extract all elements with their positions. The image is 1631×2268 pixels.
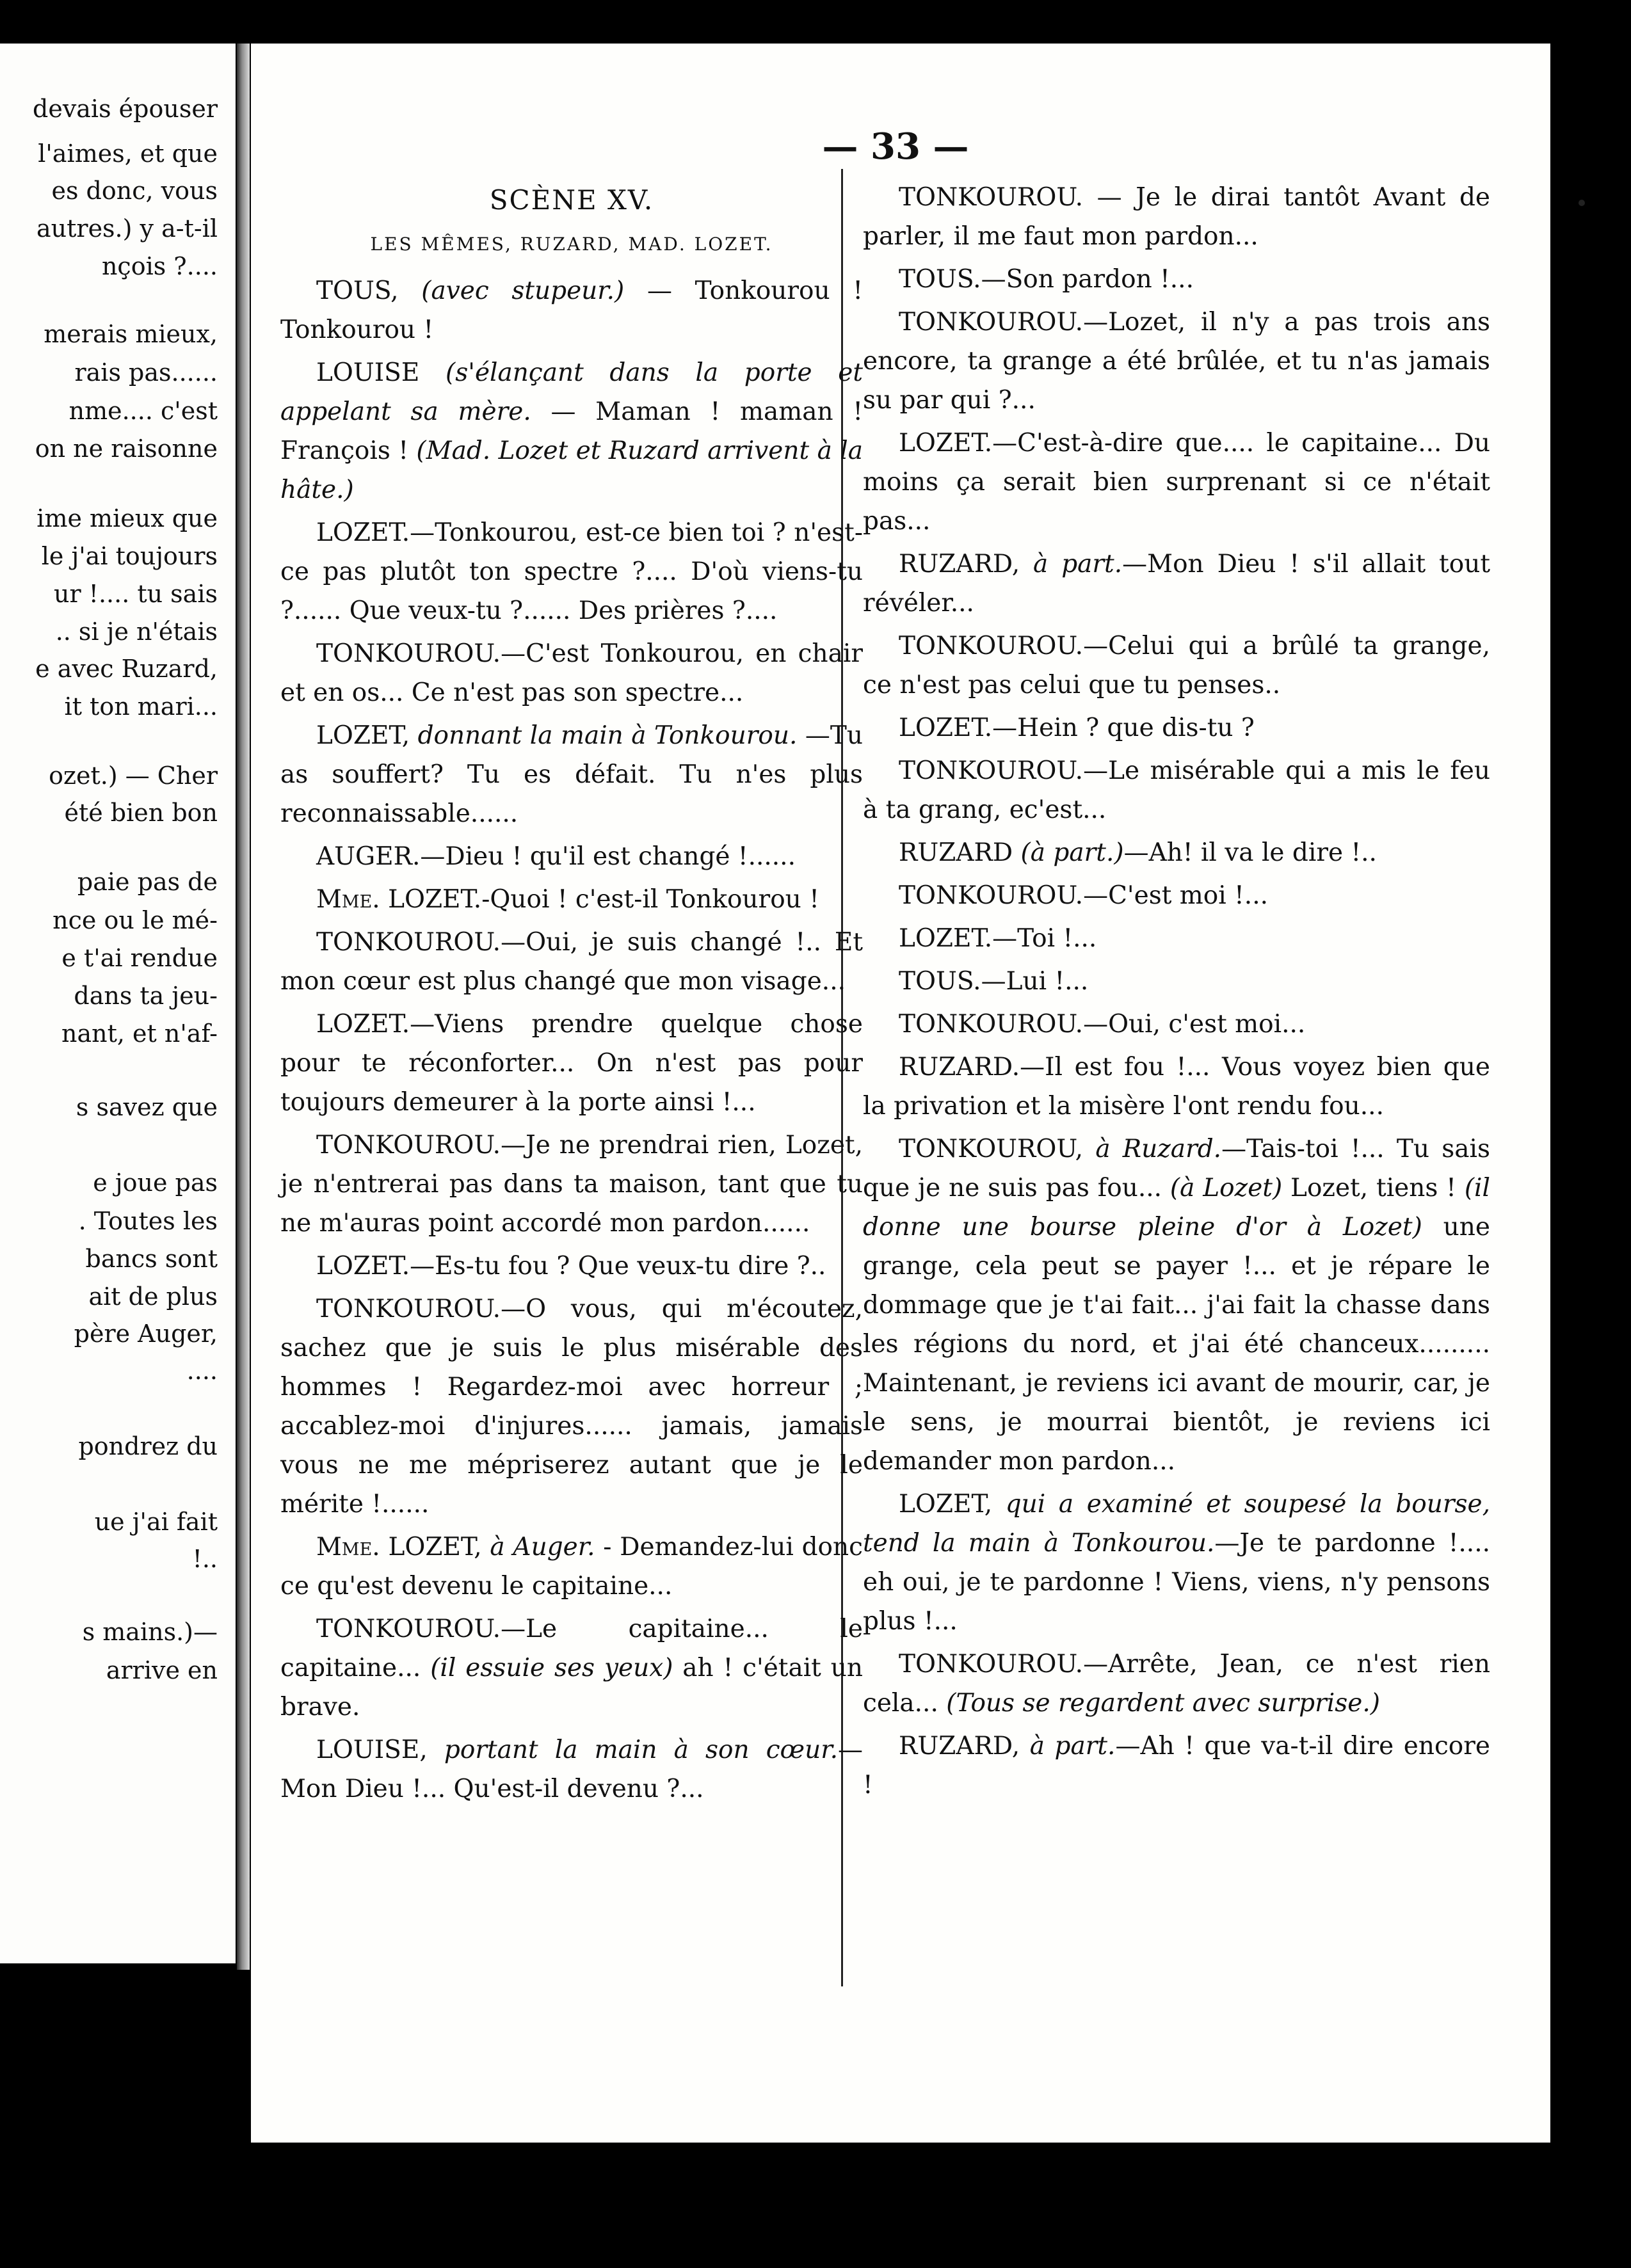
dialogue-paragraph xyxy=(280,634,863,712)
speaker-name: LOZET. xyxy=(899,714,993,742)
dialogue-text: —C'est moi !... xyxy=(1083,881,1268,910)
dialogue-text: —Dieu ! qu'il est changé !...... xyxy=(420,842,796,871)
left-page-line: bancs sont xyxy=(85,1245,218,1273)
stage-direction: (Tous se regardent avec surprise.) xyxy=(946,1689,1380,1718)
dialogue-paragraph xyxy=(280,1005,863,1122)
dialogue-paragraph xyxy=(863,1048,1490,1126)
dialogue-paragraph xyxy=(863,919,1490,958)
dialogue-text: —Il est fou !... Vous voyez bien que la privation et la misère l'ont rendu fou... xyxy=(863,1053,1490,1121)
left-page-line: e t'ai rendue xyxy=(61,944,218,972)
stage-direction: qui a examiné et soupesé la bourse, tend la main à Tonkourou. xyxy=(863,1490,1490,1558)
dialogue-paragraph xyxy=(863,1005,1490,1044)
dialogue-paragraph xyxy=(280,513,863,630)
dialogue-paragraph xyxy=(863,627,1490,705)
right-column xyxy=(863,178,1490,1809)
speaker-name: TONKOUROU. xyxy=(899,632,1084,660)
speaker-name: TOUS. xyxy=(899,265,981,294)
speaker-name: TOUS. xyxy=(899,967,981,996)
left-page-line: !.. xyxy=(192,1545,218,1573)
page-number: — 33 — xyxy=(822,125,969,168)
stage-direction: (il essuie ses yeux) xyxy=(430,1654,673,1682)
stage-direction: (à Lozet) xyxy=(1169,1174,1283,1202)
left-page-line: pondrez du xyxy=(78,1432,218,1460)
dialogue-paragraph xyxy=(280,1247,863,1286)
dialogue-text: une grange, cela peut se payer !... et je répare le dommage que je t'ai fait... j'ai fait la chasse dans les régions du nord, et j'ai été chanceux......... Maintenant, je reviens ici avant de mourir, car, je le sens, je mourrai bientôt, je reviens ici demander mon pardon... xyxy=(863,1213,1490,1476)
dialogue-text: — Maman ! maman ! François ! xyxy=(280,397,863,465)
speaker-name: Mme. LOZET. xyxy=(316,885,482,914)
margin-speck xyxy=(1579,200,1585,206)
speaker-name: AUGER. xyxy=(316,842,421,871)
dialogue-text: ah ! c'était un brave. xyxy=(280,1654,863,1721)
dialogue-text: —Lui !... xyxy=(981,967,1089,996)
speaker-name: Mme. LOZET, xyxy=(316,1533,482,1561)
left-page-line: père Auger, xyxy=(74,1320,218,1348)
speaker-name: TONKOUROU. xyxy=(899,1650,1084,1679)
speaker-name: LOZET. xyxy=(316,1252,410,1281)
dialogue-text: - Demandez-lui donc ce qu'est devenu le capitaine... xyxy=(280,1533,863,1601)
left-page-line: ur !.... tu sais xyxy=(53,580,218,608)
speaker-name: LOZET, xyxy=(899,1490,993,1519)
left-column xyxy=(280,178,863,1812)
left-page-line: . Toutes les xyxy=(78,1207,218,1235)
speaker-name: RUZARD. xyxy=(899,1053,1020,1082)
dialogue-paragraph xyxy=(280,1126,863,1243)
dialogue-text: -Quoi ! c'est-il Tonkourou ! xyxy=(481,885,819,914)
left-page-line: paie pas de xyxy=(77,868,218,896)
dialogue-paragraph xyxy=(280,1609,863,1727)
left-dialogue xyxy=(280,271,863,1809)
dialogue-text: —Je te pardonne !.... eh oui, je te pardonne ! Viens, viens, n'y pensons plus !... xyxy=(863,1529,1490,1636)
stage-direction: (avec stupeur.) xyxy=(421,276,625,305)
dialogue-text: —Arrête, Jean, ce n'est rien cela... xyxy=(863,1650,1490,1718)
speaker-name: LOUISE, xyxy=(316,1736,428,1764)
left-page-line: ue j'ai fait xyxy=(94,1508,218,1536)
left-page-fragment xyxy=(0,44,236,1963)
speaker-name: RUZARD, xyxy=(899,550,1020,579)
dialogue-text: — Tonkourou ! Tonkourou ! xyxy=(280,276,863,344)
dialogue-text: — Mon Dieu !... Qu'est-il devenu ?... xyxy=(280,1736,863,1803)
dialogue-text: —Oui, je suis changé !.. Et mon cœur est plus changé que mon visage... xyxy=(280,928,863,996)
dialogue-paragraph xyxy=(863,1727,1490,1805)
dialogue-text: —Le capitaine... le capitaine... xyxy=(280,1615,863,1682)
speaker-name: TONKOUROU. xyxy=(316,928,501,957)
dialogue-paragraph xyxy=(280,1730,863,1809)
dialogue-text: Lozet, tiens ! xyxy=(1282,1174,1465,1202)
speaker-name: TONKOUROU. xyxy=(899,756,1084,785)
dialogue-text: —Es-tu fou ? Que veux-tu dire ?.. xyxy=(410,1252,826,1281)
left-page-line: .. si je n'étais xyxy=(55,618,218,646)
stage-direction: à Auger. xyxy=(490,1533,595,1561)
speaker-name: RUZARD xyxy=(899,838,1013,867)
left-page-line: nce ou le mé- xyxy=(52,906,218,934)
dialogue-paragraph xyxy=(280,923,863,1001)
dialogue-paragraph xyxy=(280,353,863,509)
speaker-name: LOZET. xyxy=(316,518,410,547)
stage-direction: à Ruzard. xyxy=(1095,1135,1222,1163)
dialogue-paragraph xyxy=(280,837,863,876)
left-page-line: nme.... c'est xyxy=(68,397,218,425)
dialogue-paragraph xyxy=(863,751,1490,829)
left-page-line: s mains.)— xyxy=(82,1618,218,1646)
speaker-name: TONKOUROU, xyxy=(899,1135,1084,1163)
dialogue-paragraph xyxy=(863,708,1490,747)
stage-direction: (Mad. Lozet et Ruzard arrivent à la hâte.) xyxy=(280,436,863,504)
left-page-line: on ne raisonne xyxy=(35,435,218,463)
dialogue-paragraph xyxy=(863,1485,1490,1641)
dialogue-paragraph xyxy=(863,260,1490,299)
book-fold xyxy=(237,44,250,1970)
left-page-line: es donc, vous xyxy=(51,177,218,205)
dialogue-paragraph xyxy=(863,833,1490,872)
dialogue-paragraph xyxy=(280,1290,863,1524)
dialogue-text: —C'est Tonkourou, en chair et en os... Ce n'est pas son spectre... xyxy=(280,639,863,707)
left-page-line: été bien bon xyxy=(64,799,218,827)
left-page-line: .... xyxy=(186,1357,218,1385)
left-page-line: arrive en xyxy=(106,1656,218,1684)
speaker-name: LOZET. xyxy=(316,1010,410,1039)
speaker-name: LOZET. xyxy=(899,924,993,953)
speaker-name: LOUISE xyxy=(316,358,420,387)
dialogue-text: —Tonkourou, est-ce bien toi ? n'est-ce pas plutôt ton spectre ?.... D'où viens-tu ?...... Que veux-tu ?...... Des prières ?.... xyxy=(280,518,863,625)
left-page-line: ozet.) — Cher xyxy=(49,762,218,790)
left-page-line: rais pas...... xyxy=(74,358,218,387)
stage-direction: (s'élançant dans la porte et appelant sa mère. xyxy=(280,358,863,426)
dialogue-paragraph xyxy=(280,716,863,833)
speaker-name: TONKOUROU. xyxy=(899,1010,1084,1039)
dialogue-text: —Toi !... xyxy=(992,924,1097,953)
left-page-line: devais épouser xyxy=(33,95,218,123)
left-page-line: nant, et n'af- xyxy=(61,1019,218,1048)
right-dialogue xyxy=(863,178,1490,1805)
dialogue-text: —Tu as souffert? Tu es défait. Tu n'es plus reconnaissable...... xyxy=(280,721,863,828)
left-page-line: nçois ?.... xyxy=(101,252,218,280)
dialogue-paragraph xyxy=(280,271,863,349)
left-page-line: e avec Ruzard, xyxy=(35,655,218,683)
dialogue-text: —Mon Dieu ! s'il allait tout révéler... xyxy=(863,550,1490,618)
speaker-name: TONKOUROU. xyxy=(899,881,1084,910)
left-page-line: ime mieux que xyxy=(36,504,218,532)
dialogue-text: —Celui qui a brûlé ta grange, ce n'est pas celui que tu penses.. xyxy=(863,632,1490,699)
left-page-line: e joue pas xyxy=(93,1169,218,1197)
speaker-name: TONKOUROU. xyxy=(316,1295,501,1323)
dialogue-paragraph xyxy=(863,303,1490,420)
dialogue-text: —Ah ! que va-t-il dire encore ! xyxy=(863,1732,1491,1800)
dialogue-text: —Oui, c'est moi... xyxy=(1083,1010,1306,1039)
speaker-name: LOZET. xyxy=(899,429,993,458)
main-page xyxy=(251,44,1550,2143)
stage-direction: donnant la main à Tonkourou. xyxy=(417,721,798,750)
speaker-name: TONKOUROU. xyxy=(899,308,1084,337)
dialogue-text: —Je ne prendrai rien, Lozet, je n'entrerai pas dans ta maison, tant que tu ne m'auras point accordé mon pardon...... xyxy=(280,1131,863,1238)
left-page-line: ait de plus xyxy=(88,1282,218,1311)
left-page-line: dans ta jeu- xyxy=(74,982,218,1010)
dialogue-text: —C'est-à-dire que.... le capitaine... Du moins ça serait bien surprenant si ce n'était pas... xyxy=(863,429,1490,536)
stage-direction: à part. xyxy=(1033,550,1123,579)
dialogue-text: —Viens prendre quelque chose pour te réconforter... On n'est pas pour toujours demeurer à la porte ainsi !... xyxy=(280,1010,863,1117)
left-page-line: merais mieux, xyxy=(44,320,218,348)
speaker-name: TONKOUROU. xyxy=(316,639,501,668)
dialogue-paragraph xyxy=(863,545,1490,623)
dialogue-paragraph xyxy=(280,1528,863,1606)
left-page-line: it ton mari... xyxy=(64,692,218,721)
stage-direction: (il donne une bourse pleine d'or à Lozet) xyxy=(863,1174,1490,1242)
left-page-line: autres.) y a-t-il xyxy=(36,214,218,243)
stage-direction: (à part.) xyxy=(1020,838,1124,867)
stage-direction: à part. xyxy=(1029,1732,1116,1761)
dialogue-text: — Je le dirai tantôt Avant de parler, il me faut mon pardon... xyxy=(863,183,1490,251)
dialogue-paragraph xyxy=(863,876,1490,915)
dialogue-text: —Tais-toi !... Tu sais que je ne suis pas fou... xyxy=(863,1135,1491,1202)
dialogue-paragraph xyxy=(863,178,1490,256)
speaker-name: TONKOUROU. xyxy=(899,183,1084,212)
speaker-name: TONKOUROU. xyxy=(316,1615,501,1643)
dialogue-text: —Le misérable qui a mis le feu à ta grang, ec'est... xyxy=(863,756,1490,824)
left-page-line: le j'ai toujours xyxy=(41,542,218,570)
dialogue-paragraph xyxy=(863,1645,1490,1723)
stage-direction: portant la main à son cœur. xyxy=(444,1736,838,1764)
scene-title: SCÈNE XV. xyxy=(489,184,654,216)
dialogue-paragraph xyxy=(280,880,863,919)
left-page-line: s savez que xyxy=(76,1093,218,1121)
speaker-name: TONKOUROU. xyxy=(316,1131,501,1160)
dialogue-text: —Hein ? que dis-tu ? xyxy=(992,714,1255,742)
dialogue-text: —Lozet, il n'y a pas trois ans encore, ta grange a été brûlée, et tu n'as jamais su par qui ?... xyxy=(863,308,1490,415)
dialogue-paragraph xyxy=(863,424,1490,541)
dialogue-paragraph xyxy=(863,1130,1490,1481)
dialogue-text: —O vous, qui m'écoutez, sachez que je suis le plus misérable des hommes ! Regardez-moi avec horreur ; accablez-moi d'injures...... jamais, jamais vous ne me mépriserez autant que je le mérite !...... xyxy=(280,1295,863,1519)
speaker-name: LOZET, xyxy=(316,721,410,750)
speaker-name: TOUS, xyxy=(316,276,399,305)
dialogue-text: —Son pardon !... xyxy=(981,265,1194,294)
dialogue-text: —Ah! il va le dire !.. xyxy=(1123,838,1377,867)
dialogue-paragraph xyxy=(863,962,1490,1001)
scene-cast: LES MÊMES, RUZARD, MAD. LOZET. xyxy=(370,234,773,255)
speaker-name: RUZARD, xyxy=(899,1732,1020,1761)
left-page-line: l'aimes, et que xyxy=(38,140,218,168)
